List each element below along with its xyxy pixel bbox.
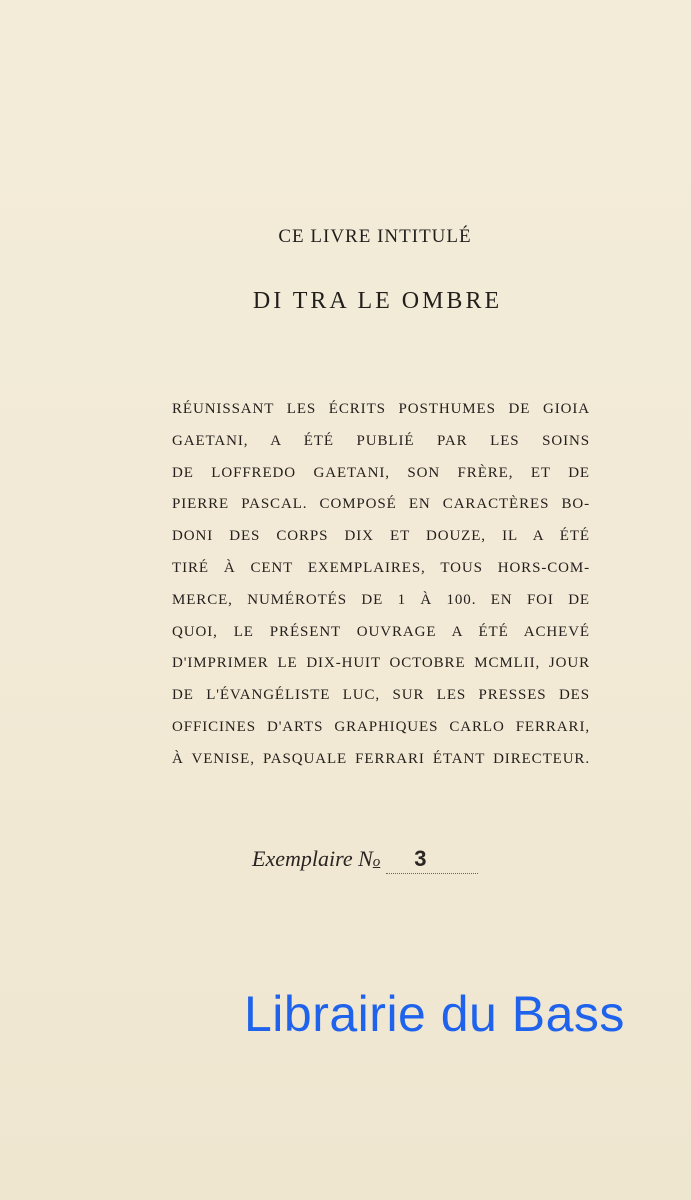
book-title: DI TRA LE OMBRE — [252, 288, 503, 314]
colophon-line: DE L'ÉVANGÉLISTE LUC, SUR LES PRESSES DES — [172, 687, 590, 704]
colophon-line: MERCE, NUMÉROTÉS DE 1 À 100. EN FOI DE — [172, 591, 590, 608]
copy-number-label: Exemplaire No — [252, 846, 381, 871]
intro-heading: CE LIVRE INTITULÉ — [278, 226, 472, 247]
copy-number-suffix: o — [372, 854, 381, 870]
bookseller-watermark: Librairie du Bass — [244, 986, 625, 1042]
colophon-line: D'IMPRIMER LE DIX-HUIT OCTOBRE MCMLII, JOUR — [172, 655, 590, 672]
colophon-text — [172, 394, 590, 776]
colophon-line: DE LOFFREDO GAETANI, SON FRÈRE, ET DE — [172, 464, 590, 481]
colophon-line: DONI DES CORPS DIX ET DOUZE, IL A ÉTÉ — [172, 528, 590, 545]
colophon-line: À VENISE, PASQUALE FERRARI ÉTANT DIRECTEUR. — [172, 750, 590, 767]
colophon-line: PIERRE PASCAL. COMPOSÉ EN CARACTÈRES BO- — [172, 496, 590, 513]
colophon-line: OFFICINES D'ARTS GRAPHIQUES CARLO FERRARI, — [172, 718, 590, 735]
colophon-line: RÉUNISSANT LES ÉCRITS POSTHUMES DE GIOIA — [172, 401, 590, 417]
colophon-line: TIRÉ À CENT EXEMPLAIRES, TOUS HORS-COM- — [172, 559, 590, 576]
copy-number-field — [386, 846, 478, 872]
colophon-line: QUOI, LE PRÉSENT OUVRAGE A ÉTÉ ACHEVÉ — [172, 623, 590, 640]
copy-number: 3 — [414, 846, 427, 871]
colophon-line: GAETANI, A ÉTÉ PUBLIÉ PAR LES SOINS — [172, 432, 590, 449]
copy-number-line — [252, 846, 478, 872]
